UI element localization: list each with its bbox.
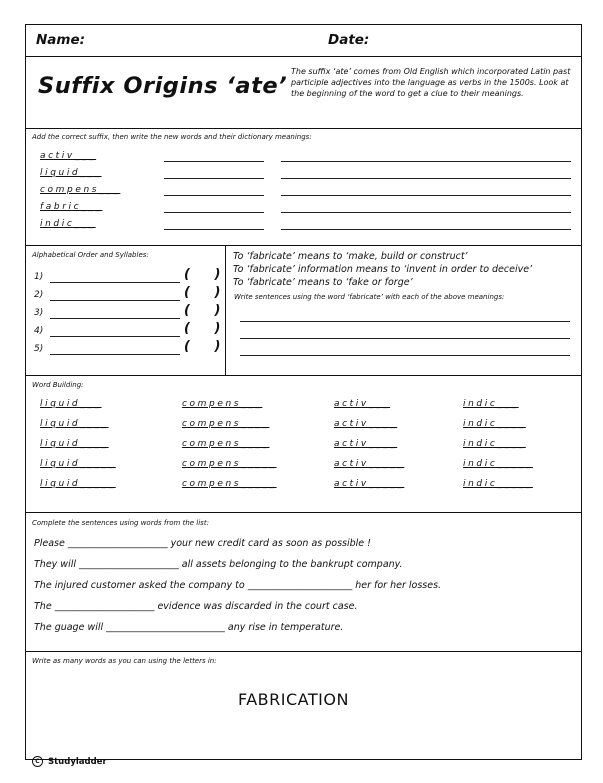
word-building-item: indic____ [463,439,526,449]
header-row [26,25,581,57]
sentence-item[interactable]: The _____________________ evidence was discarded in the court case. [34,601,358,612]
sentence-item[interactable]: Please _____________________ your new credit card as soon as possible ! [34,538,371,549]
word-building-item: indic___ [463,399,519,409]
fabricate-meaning: To ‘fabricate’ means to ‘fake or forge’ [233,277,413,288]
row-number: 1) [34,272,44,282]
suffix-word: compens___ [40,185,121,195]
word-building-item: activ___ [334,399,391,409]
word-building-item: compens____ [182,439,270,449]
answer-line[interactable] [281,212,571,213]
syllable-parens[interactable]: ( ) [184,321,231,336]
row-number: 4) [34,326,44,336]
worksheet [25,24,582,767]
sentence-item[interactable]: The injured customer asked the company to ______________________ her for her losses. [34,580,442,591]
word-building-item: compens____ [182,419,270,429]
answer-line[interactable] [164,161,264,162]
title-section [26,57,581,129]
suffix-word: indic___ [40,219,96,229]
fabricate-meaning: To ‘fabricate’ means to ‘make, build or construct’ [233,251,468,262]
syllable-parens[interactable]: ( ) [184,267,231,282]
row-number: 5) [34,344,44,354]
suffix-section [26,129,581,246]
row-number: 2) [34,290,44,300]
answer-line[interactable] [50,354,180,355]
word-building-item: activ____ [334,439,398,449]
word-building-item: liquid____ [40,419,109,429]
word-building-item: liquid_____ [40,459,116,469]
sentence-item[interactable]: The guage will _________________________ any rise in temperature. [34,622,344,633]
letters-section [26,652,581,767]
suffix-description: The suffix ‘ate’ comes from Old English which incorporated Latin past participle adjectives into the language as verbs in the 1500s. Look at the beginning of the word to get a clue to their meanings. [291,67,571,98]
word-building-item: indic_____ [463,479,533,489]
syllable-parens[interactable]: ( ) [184,285,231,300]
word-building-instruction: Word Building: [32,381,84,389]
word-building-item: indic_____ [463,459,533,469]
page-title: Suffix Origins ‘ate’ [38,73,288,99]
word-building-item: activ_____ [334,479,405,489]
answer-line[interactable] [164,178,264,179]
meanings-instruction: Write sentences using the word ‘fabricate’ with each of the above meanings: [234,293,505,301]
alphabetical-section [26,246,581,376]
suffix-word: liquid___ [40,168,102,178]
word-building-item: liquid___ [40,399,102,409]
suffix-word: fabric___ [40,202,103,212]
answer-line[interactable] [281,195,571,196]
letters-instruction: Write as many words as you can using the letters in: [32,657,217,665]
copyright-icon: C [32,756,43,767]
word-building-item: compens___ [182,399,263,409]
answer-line[interactable] [50,300,180,301]
answer-line[interactable] [50,336,180,337]
row-number: 3) [34,308,44,318]
answer-line[interactable] [164,229,264,230]
suffix-instruction: Add the correct suffix, then write the new words and their dictionary meanings: [32,133,312,141]
answer-line[interactable] [50,282,180,283]
sentences-section [26,513,581,652]
answer-line[interactable] [281,229,571,230]
word-building-item: indic____ [463,419,526,429]
sentences-instruction: Complete the sentences using words from the list: [32,519,209,527]
word-building-item: compens_____ [182,479,277,489]
answer-line[interactable] [50,318,180,319]
word-building-item: liquid____ [40,439,109,449]
syllable-parens[interactable]: ( ) [184,339,231,354]
answer-line[interactable] [164,195,264,196]
sentence-item[interactable]: They will _____________________ all assets belonging to the bankrupt company. [34,559,403,570]
source-word: FABRICATION [238,690,349,709]
alphabetical-instruction: Alphabetical Order and Syllables: [32,251,149,259]
syllable-parens[interactable]: ( ) [184,303,231,318]
answer-line[interactable] [281,161,571,162]
fabricate-meaning: To ‘fabricate’ information means to ‘invent in order to deceive’ [233,264,533,275]
name-label: Name: [36,32,86,48]
brand-name: Studyladder [48,756,107,767]
word-building-item: liquid_____ [40,479,116,489]
answer-line[interactable] [281,178,571,179]
word-building-item: compens_____ [182,459,277,469]
date-label: Date: [328,32,370,48]
word-building-section [26,376,581,513]
answer-line[interactable] [240,321,570,322]
word-building-item: activ____ [334,419,398,429]
answer-line[interactable] [240,355,570,356]
word-building-item: activ_____ [334,459,405,469]
footer-brand [32,756,107,767]
suffix-word: activ___ [40,151,97,161]
answer-line[interactable] [240,338,570,339]
answer-line[interactable] [164,212,264,213]
